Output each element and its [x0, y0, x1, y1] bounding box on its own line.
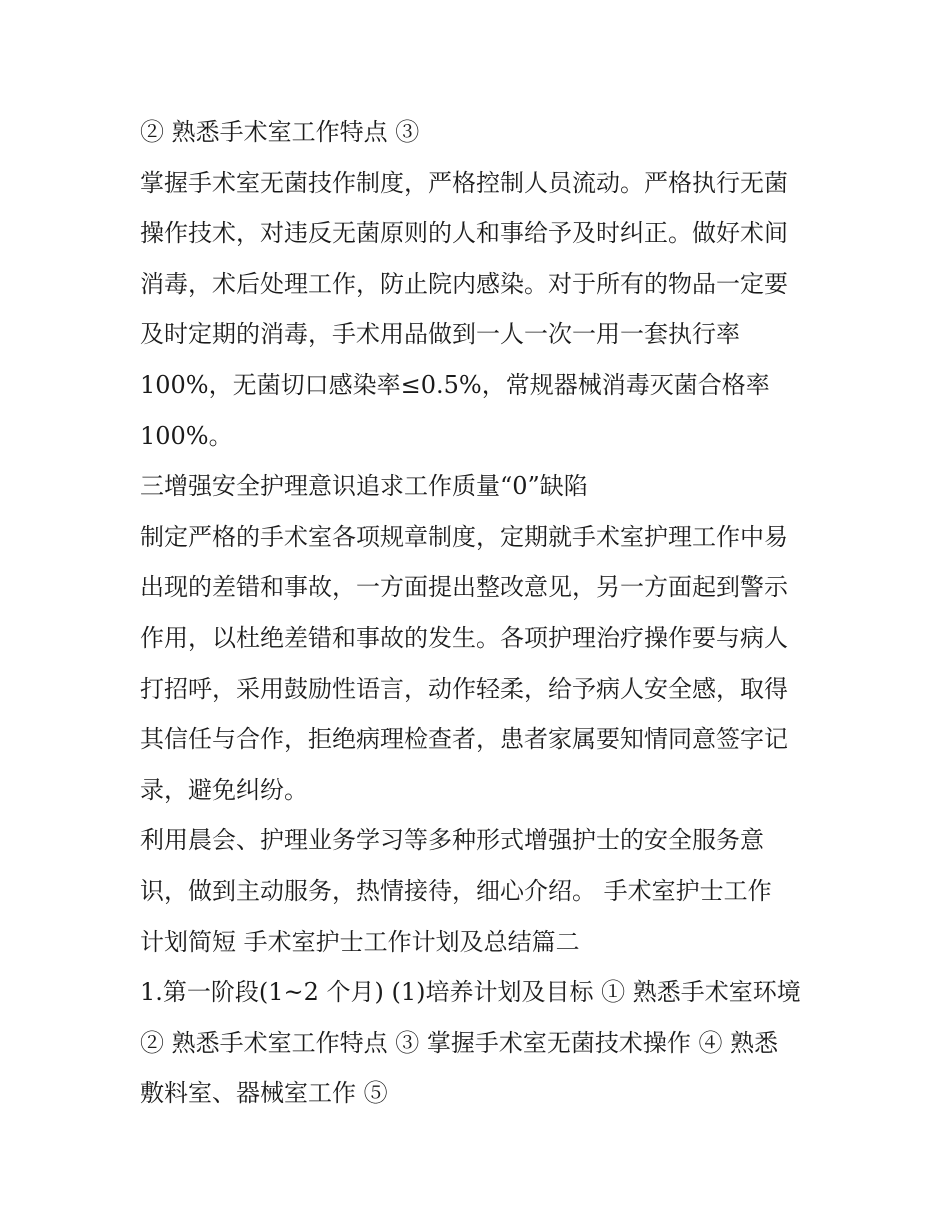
text-line: 录，避免纠纷。 [140, 775, 308, 804]
text-line: 制定严格的手术室各项规章制度，定期就手术室护理工作中易 [140, 522, 788, 551]
text-line: 计划简短 手术室护士工作计划及总结篇二 [140, 927, 580, 956]
text-line: 及时定期的消毒，手术用品做到一人一次一用一套执行率 [140, 320, 740, 349]
text-line: 1.第一阶段(1~2 个月) (1)培养计划及目标 ① 熟悉手术室环境 [140, 978, 801, 1007]
text-line: 100%。 [140, 421, 233, 450]
text-line: 出现的差错和事故，一方面提出整改意见，另一方面起到警示 [140, 573, 788, 602]
text-line: ② 熟悉手术室工作特点 ③ 掌握手术室无菌技术操作 ④ 熟悉 [140, 1028, 779, 1057]
text-line: 利用晨会、护理业务学习等多种形式增强护士的安全服务意 [140, 826, 764, 855]
text-line: 消毒，术后处理工作，防止院内感染。对于所有的物品一定要 [140, 269, 788, 298]
text-line: 其信任与合作，拒绝病理检查者，患者家属要知情同意签字记 [140, 725, 788, 754]
text-line: 100%，无菌切口感染率≤0.5%，常规器械消毒灭菌合格率 [140, 370, 770, 399]
document-body [140, 107, 820, 1119]
text-line: 敷料室、器械室工作 ⑤ [140, 1079, 388, 1108]
text-line: 作用，以杜绝差错和事故的发生。各项护理治疗操作要与病人 [140, 623, 788, 652]
text-line: 识，做到主动服务，热情接待，细心介绍。 手术室护士工作 [140, 876, 772, 905]
text-line: ② 熟悉手术室工作特点 ③ [140, 118, 420, 146]
text-line: 掌握手术室无菌技作制度，严格控制人员流动。严格执行无菌 [140, 168, 788, 197]
text-line: 操作技术，对违反无菌原则的人和事给予及时纠正。做好术间 [140, 219, 788, 248]
section-heading: 三增强安全护理意识追求工作质量“0”缺陷 [140, 472, 588, 501]
text-line: 打招呼，采用鼓励性语言，动作轻柔，给予病人安全感，取得 [140, 674, 788, 703]
